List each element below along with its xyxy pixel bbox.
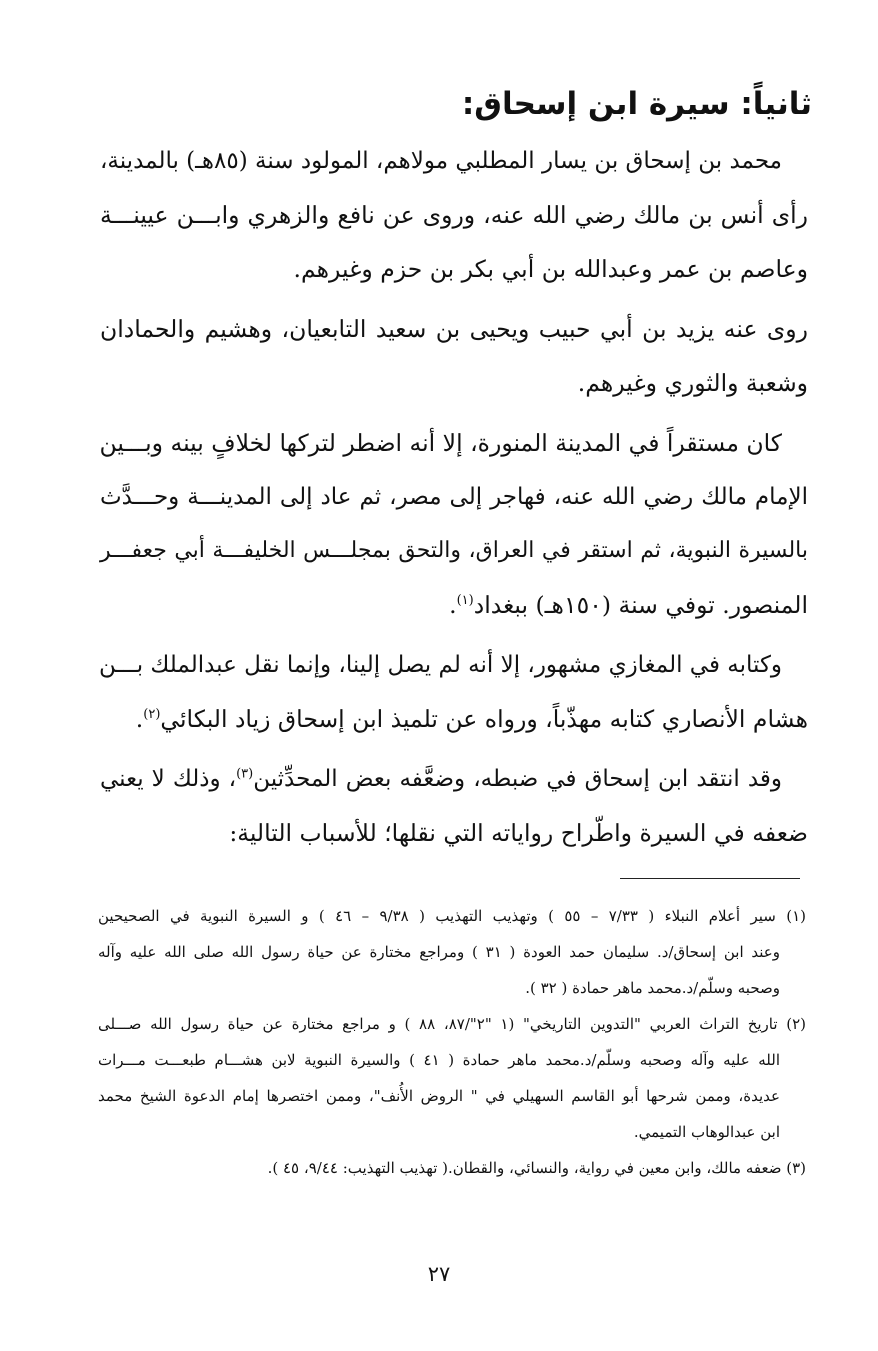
text-run: ، وذلك لا يعني — [100, 766, 237, 792]
footnote-2 — [98, 1006, 806, 1150]
text-line: روى عنه يزيد بن أبي حبيب ويحيى بن سعيد التابعيان، وهشيم والحمادان — [100, 315, 808, 343]
footnote-line: الله عليه وآله وصحبه وسلّم/د.محمد ماهر حمادة ( ٤١ ) والسيرة النبوية لابن هشـــام طبعـــت مـــرات — [98, 1051, 780, 1069]
text-line: الإمام مالك رضي الله عنه، فهاجر إلى مصر، ثم عاد إلى المدينـــة وحـــدَّث — [100, 484, 808, 510]
main-text — [100, 134, 808, 860]
text-line — [100, 752, 808, 806]
footnote-line: (١) سير أعلام النبلاء ( ٧/٣٣ – ٥٥ ) وتهذيب التهذيب ( ٩/٣٨ – ٤٦ ) و السيرة النبوية في الصحيحين — [98, 907, 806, 925]
text-line: كان مستقراً في المدينة المنورة، إلا أنه اضطر لتركها لخلافٍ بينه وبـــين — [99, 429, 782, 457]
page-number: ٢٧ — [427, 1262, 451, 1286]
text-line: محمد بن إسحاق بن يسار المطلبي مولاهم، المولود سنة (٨٥هـ) بالمدينة، — [99, 148, 782, 174]
text-run: . — [135, 705, 144, 733]
footnote-marker: (٢) — [143, 707, 161, 723]
footnote-line: وعند ابن إسحاق/د. سليمان حمد العودة ( ٣١ ) ومراجع مختارة عن حياة رسول الله صلى الله عليه وآله — [98, 943, 780, 961]
footnote-line: (٣) ضعفه مالك، وابن معين في رواية، والنسائي، والقطان.( تهذيب التهذيب: ٩/٤٤، ٤٥ ). — [267, 1159, 806, 1177]
footnotes — [98, 898, 806, 1186]
paragraph-3 — [100, 416, 808, 632]
footnote-3 — [98, 1150, 806, 1186]
footnote-line: ابن عبدالوهاب التميمي. — [633, 1123, 780, 1141]
text-run: وقد انتقد ابن إسحاق في ضبطه، وضعَّفه بعض المحدِّثين — [253, 766, 783, 792]
footnote-line: وصحبه وسلّم/د.محمد ماهر حمادة ( ٣٢ ). — [525, 979, 780, 997]
footnote-1 — [98, 898, 806, 1006]
footnote-line: (٢) تاريخ التراث العربي "التدوين التاريخي" (١ "٢"/٨٧، ٨٨ ) و مراجع مختارة عن حياة رسول الله صـــلى — [98, 1015, 806, 1033]
text-line: ضعفه في السيرة واطّراح رواياته التي نقلها؛ للأسباب التالية: — [229, 819, 808, 847]
footnote-divider — [620, 878, 800, 879]
paragraph-1 — [100, 134, 808, 296]
text-line — [100, 692, 808, 746]
text-line: وعاصم بن عمر وعبدالله بن أبي بكر بن حزم وغيرهم. — [293, 255, 808, 283]
text-run: هشام الأنصاري كتابه مهذّباً، ورواه عن تلميذ ابن إسحاق زياد البكائي — [160, 705, 808, 733]
text-line — [100, 578, 808, 632]
paragraph-5 — [100, 752, 808, 860]
paragraph-4 — [100, 638, 808, 746]
section-heading: ثانياً: سيرة ابن إسحاق: — [461, 86, 812, 122]
footnote-marker: (١) — [456, 593, 474, 609]
text-line: وكتابه في المغازي مشهور، إلا أنه لم يصل إلينا، وإنما نقل عبدالملك بـــن — [98, 652, 782, 678]
text-run: . — [449, 591, 457, 619]
footnote-marker: (٣) — [236, 766, 254, 782]
text-line: بالسيرة النبوية، ثم استقر في العراق، والتحق بمجلـــس الخليفـــة أبي جعفـــر — [100, 538, 808, 563]
paragraph-2 — [100, 302, 808, 410]
text-line: وشعبة والثوري وغيرهم. — [577, 369, 808, 397]
text-run: المنصور. توفي سنة (١٥٠هـ) ببغداد — [473, 591, 808, 619]
text-line: رأى أنس بن مالك رضي الله عنه، وروى عن نافع والزهري وابـــن عيينـــة — [100, 201, 808, 229]
footnote-line: عديدة، وممن شرحها أبو القاسم السهيلي في " الروض الأُنف"، وممن اختصرها إمام الدعوة الشيخ محمد — [98, 1087, 780, 1105]
